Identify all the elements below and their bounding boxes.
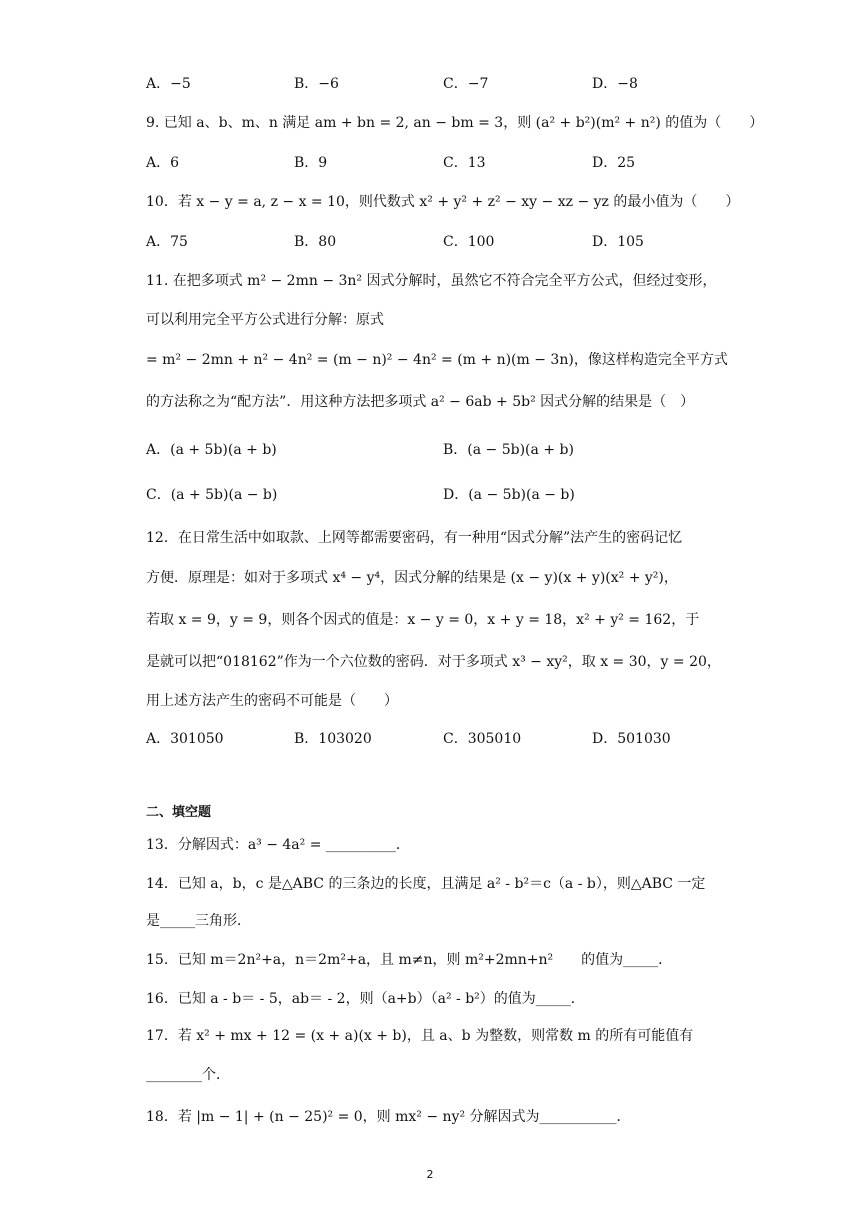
q9-option-d: D．25 <box>592 155 636 171</box>
q12-line-1: 12．在日常生活中如取款、上网等都需要密码，有一种用“因式分解”法产生的密码记忆 <box>146 530 683 546</box>
q8-option-a: A．−5 <box>146 76 191 92</box>
q11-line-2: 可以利用完全平方公式进行分解：原式 <box>146 312 384 328</box>
q9-option-b: B．9 <box>294 155 328 171</box>
q8-option-c: C．−7 <box>443 76 489 92</box>
q9-option-a: A．6 <box>146 155 180 171</box>
q15: 15．已知 m＝2n²+a，n＝2m²+a，且 m≠n，则 m²+2mn+n² 的值为_____． <box>146 952 673 968</box>
q11-line-3: = m² − 2mn + n² − 4n² = (m − n)² − 4n² = (m + n)(m − 3n)，像这样构造完全平方式 <box>146 352 728 368</box>
q17-line-2: ________个． <box>146 1067 230 1083</box>
q11-options-row-1 <box>146 439 706 463</box>
q8-option-b: B．−6 <box>294 76 339 92</box>
q14-line-1: 14．已知 a，b，c 是△ABC 的三条边的长度，且满足 a² - b²＝c（a - b），则△ABC 一定 <box>146 876 706 892</box>
q12-line-4: 是就可以把“018162”作为一个六位数的密码．对于多项式 x³ − xy²，取 x = 30，y = 20， <box>146 654 721 670</box>
q13: 13．分解因式：a³ − 4a² = __________． <box>146 837 410 853</box>
q9-stem: 9. 已知 a、b、m、n 满足 am + bn = 2, an − bm = 3，则 (a² + b²)(m² + n²) 的值为（ ） <box>146 115 764 131</box>
q12-option-d: D．501030 <box>592 731 671 747</box>
q10-options <box>146 231 706 251</box>
q9-option-c: C．13 <box>443 155 486 171</box>
q9-options <box>146 152 706 172</box>
section-title: 二、填空题 <box>146 805 212 820</box>
q8-options <box>146 73 706 93</box>
q11-option-a: A．(a + 5b)(a + b) <box>146 442 277 458</box>
q12-line-3: 若取 x = 9，y = 9，则各个因式的值是：x − y = 0，x + y = 18，x² + y² = 162，于 <box>146 612 700 628</box>
q11-line-4: 的方法称之为“配方法”．用这种方法把多项式 a² − 6ab + 5b² 因式分解的结果是（ ） <box>146 394 695 410</box>
page-number: 2 <box>426 1168 434 1181</box>
q14-line-2: 是_____三角形． <box>146 913 251 929</box>
q16: 16．已知 a - b＝ - 5，ab＝ - 2，则（a+b）（a² - b²）的值为_____． <box>146 991 585 1007</box>
q12-option-b: B．103020 <box>294 731 372 747</box>
q10-option-c: C．100 <box>443 234 495 250</box>
q12-option-c: C．305010 <box>443 731 522 747</box>
q12-line-2: 方便．原理是：如对于多项式 x⁴ − y⁴，因式分解的结果是 (x − y)(x + y)(x² + y²)， <box>146 570 678 586</box>
q17-line-1: 17．若 x² + mx + 12 = (x + a)(x + b)，且 a、b 为整数，则常数 m 的所有可能值有 <box>146 1028 694 1044</box>
q10-stem: 10．若 x − y = a, z − x = 10，则代数式 x² + y² + z² − xy − xz − yz 的最小值为（ ） <box>146 194 740 210</box>
q11-options-row-2 <box>146 484 706 508</box>
q12-line-5: 用上述方法产生的密码不可能是（ ） <box>146 693 398 709</box>
q10-option-d: D．105 <box>592 234 644 250</box>
q12-option-a: A．301050 <box>146 731 224 747</box>
q18: 18．若 |m − 1| + (n − 25)² = 0，则 mx² − ny² 分解因式为___________． <box>146 1109 631 1125</box>
q11-line-1: 11. 在把多项式 m² − 2mn − 3n² 因式分解时，虽然它不符合完全平方公式，但经过变形， <box>146 273 717 289</box>
q10-option-b: B．80 <box>294 234 337 250</box>
q12-options <box>146 728 706 748</box>
q11-option-c: C．(a + 5b)(a − b) <box>146 487 278 503</box>
q8-option-d: D．−8 <box>592 76 638 92</box>
q10-option-a: A．75 <box>146 234 188 250</box>
q11-option-d: D．(a − 5b)(a − b) <box>443 487 575 503</box>
q11-option-b: B．(a − 5b)(a + b) <box>443 442 574 458</box>
